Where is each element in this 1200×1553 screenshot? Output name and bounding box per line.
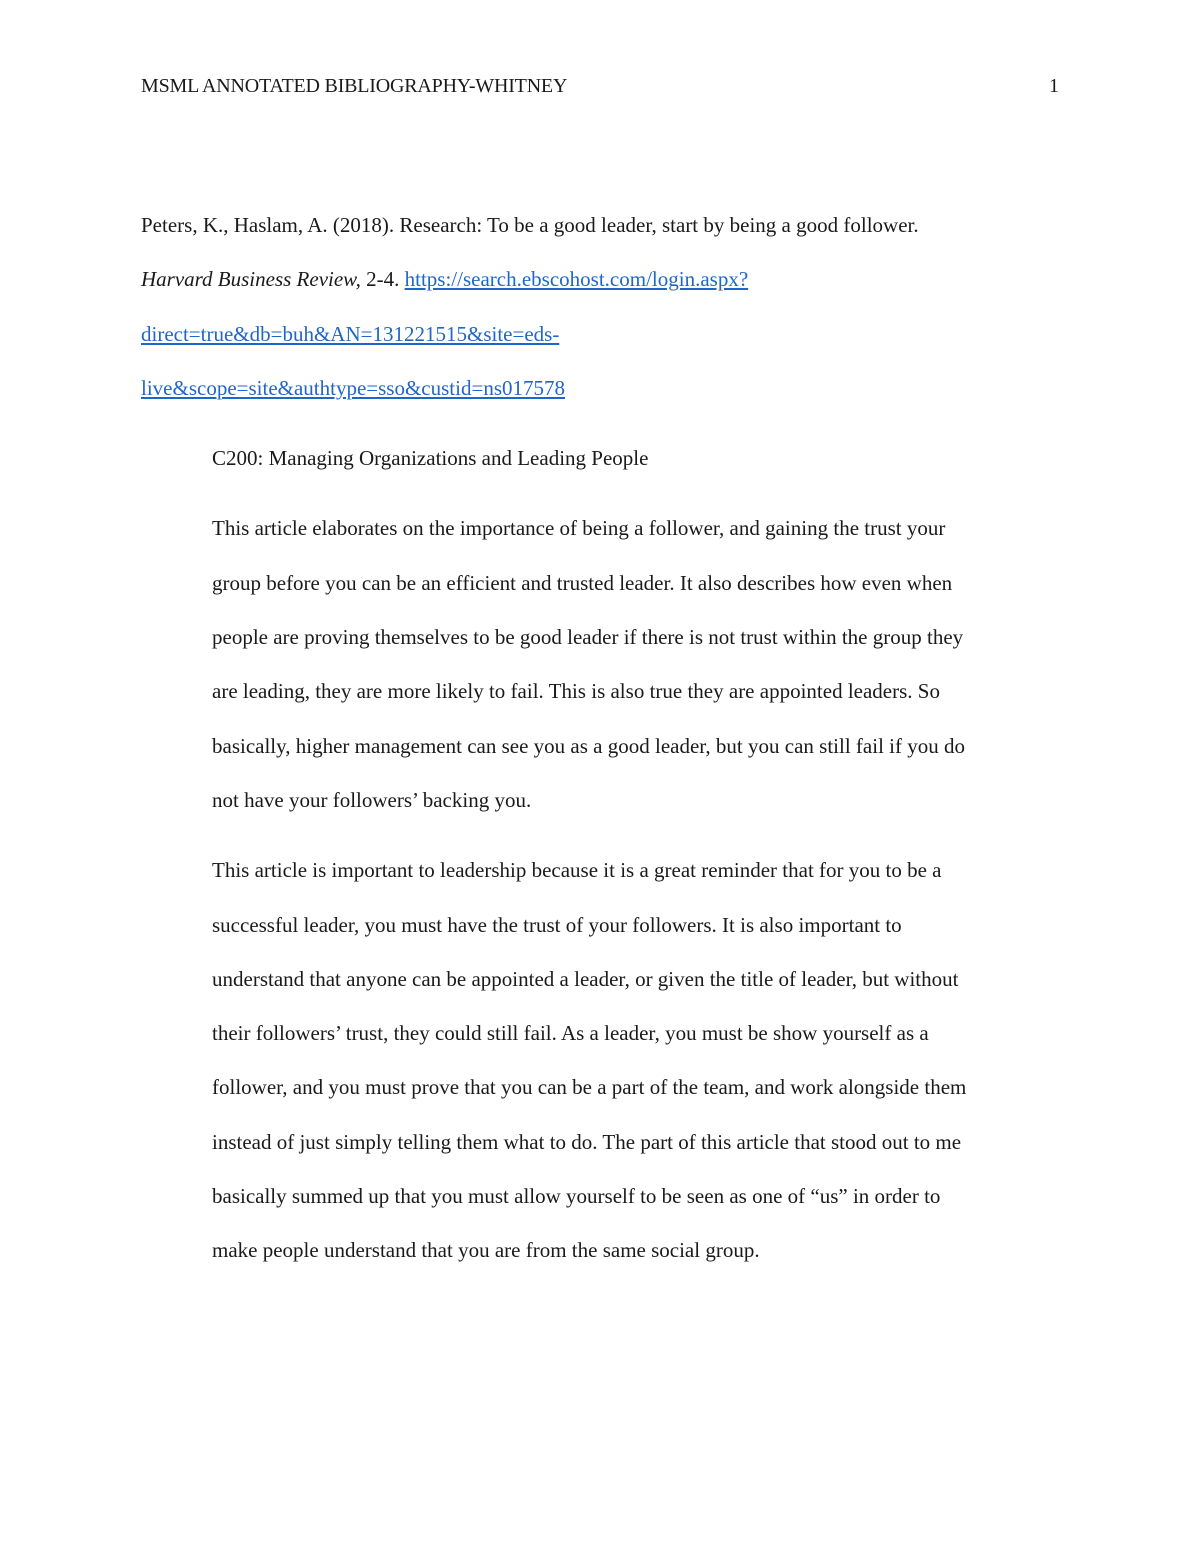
- citation-url-line-2: [141, 307, 1061, 361]
- relevance-line: follower, and you must prove that you can be a part of the team, and work alongside them: [212, 1075, 967, 1100]
- relevance-line: successful leader, you must have the trust of your followers. It is also important to: [212, 912, 902, 937]
- relevance-line: make people understand that you are from the same social group.: [212, 1238, 760, 1263]
- relevance-line: understand that anyone can be appointed a leader, or given the title of leader, but without: [212, 966, 959, 991]
- citation-pages: 2-4.: [360, 267, 405, 292]
- reference-citation: [141, 198, 1061, 415]
- summary-line: people are proving themselves to be good leader if there is not trust within the group they: [212, 625, 964, 650]
- citation-url-part-3[interactable]: live&scope=site&authtype=sso&custid=ns017578: [141, 375, 565, 400]
- relevance-line: basically summed up that you must allow yourself to be seen as one of “us” in order to: [212, 1184, 941, 1209]
- citation-source-line: [141, 252, 1061, 306]
- citation-url-line-3: [141, 361, 1061, 415]
- summary-line: This article elaborates on the importance of being a follower, and gaining the trust your: [212, 516, 946, 541]
- relevance-line: their followers’ trust, they could still fail. As a leader, you must be show yourself as a: [212, 1021, 929, 1046]
- relevance-line: instead of just simply telling them what to do. The part of this article that stood out to me: [212, 1129, 962, 1154]
- citation-lead: Peters, K., Haslam, A. (2018). Research: To be a good leader, start by being a good follower.: [141, 213, 919, 237]
- relevance-paragraph: [141, 843, 1061, 1277]
- document-body: [141, 198, 1061, 1278]
- summary-line: basically, higher management can see you as a good leader, but you can still fail if you do: [212, 733, 965, 758]
- summary-line: are leading, they are more likely to fail. This is also true they are appointed leaders. So: [212, 679, 940, 704]
- running-head: MSML ANNOTATED BIBLIOGRAPHY-WHITNEY: [141, 75, 568, 97]
- course-label: C200: Managing Organizations and Leading People: [212, 446, 649, 471]
- summary-line: group before you can be an efficient and trusted leader. It also describes how even when: [212, 570, 953, 595]
- citation-url-part-2[interactable]: direct=true&db=buh&AN=131221515&site=eds-: [141, 321, 560, 346]
- page-number: 1: [1049, 75, 1059, 97]
- summary-paragraph: [141, 501, 1061, 827]
- journal-title: Harvard Business Review,: [141, 267, 361, 292]
- citation-url-part-1[interactable]: https://search.ebscohost.com/login.aspx?: [404, 267, 749, 292]
- relevance-line: This article is important to leadership because it is a great reminder that for you to be a: [212, 858, 942, 883]
- summary-line: not have your followers’ backing you.: [212, 787, 532, 812]
